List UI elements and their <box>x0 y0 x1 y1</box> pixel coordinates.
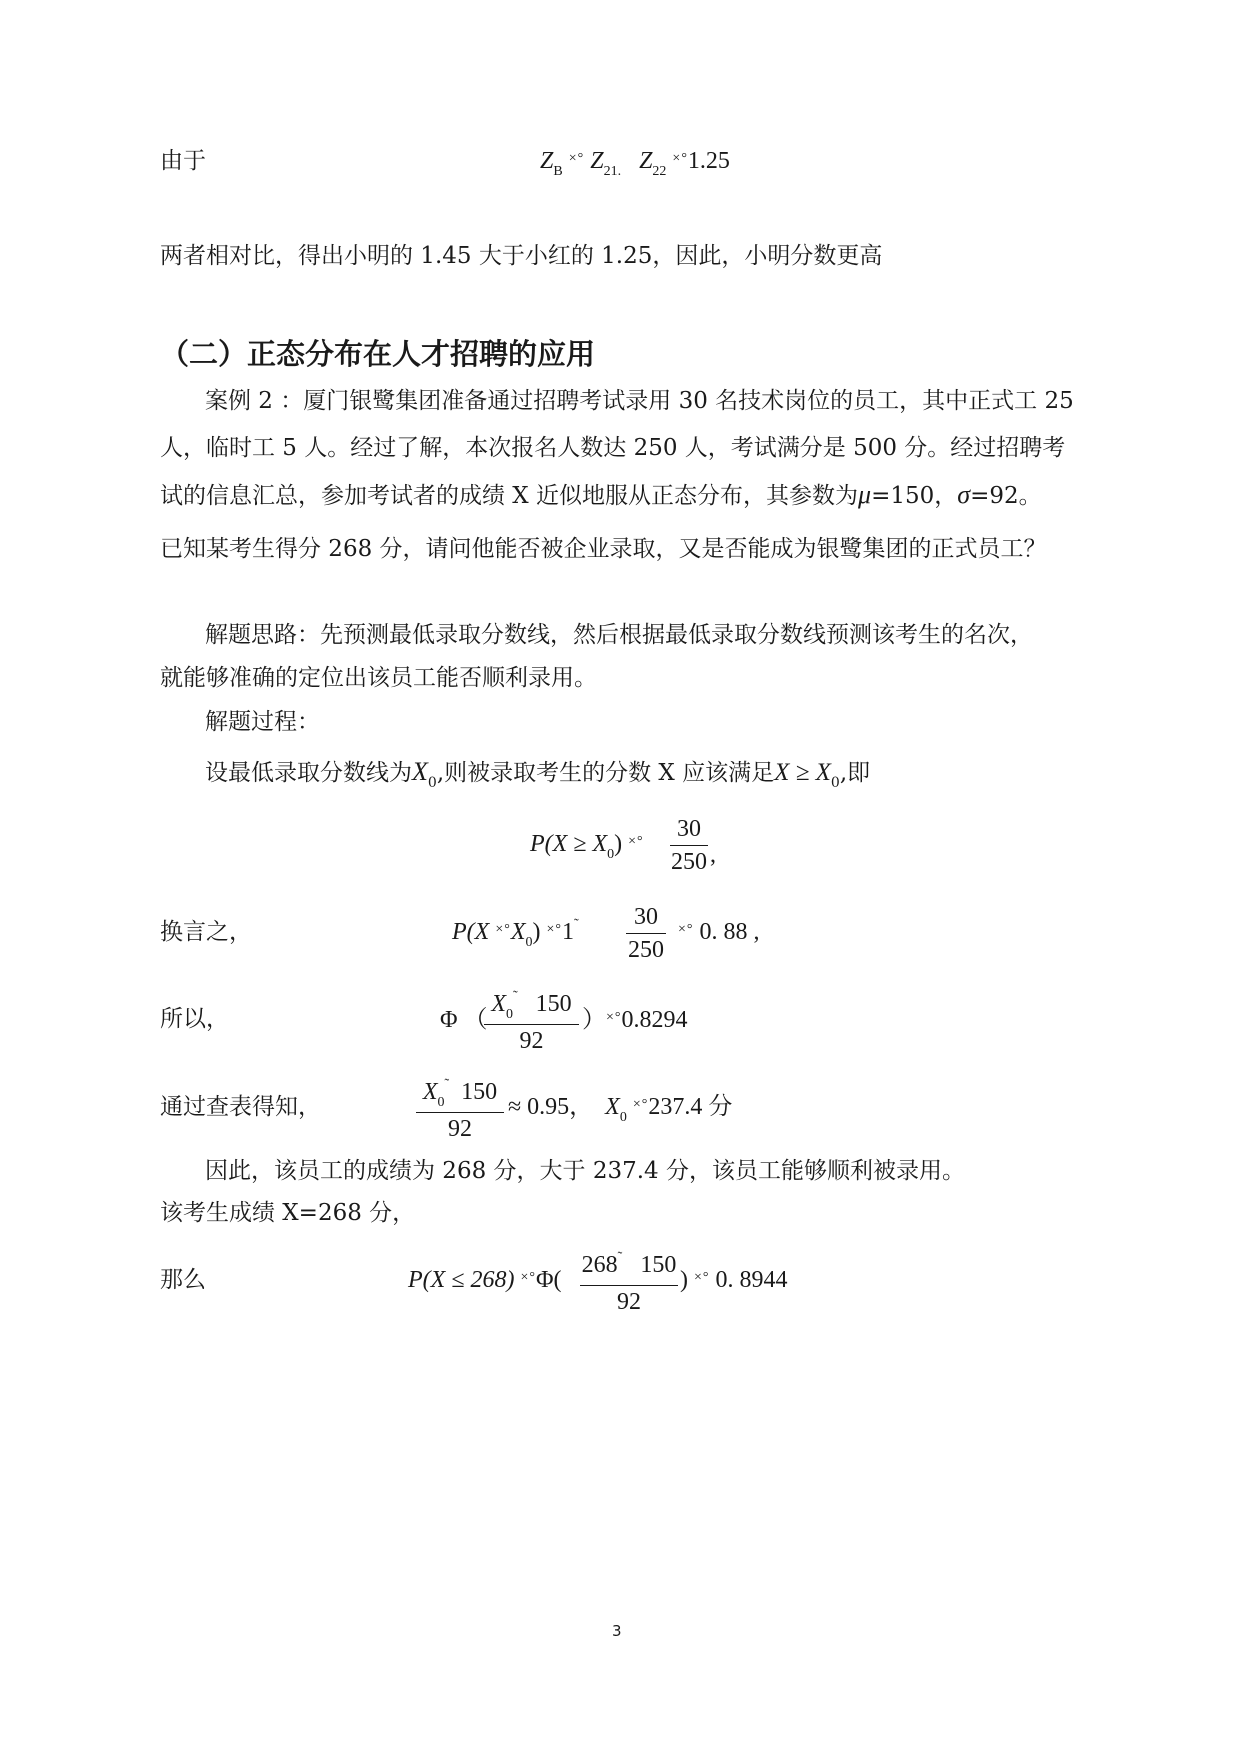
eq5-fraction: 268˜ 150 92 <box>581 1250 677 1315</box>
garbled-symbol: ×° <box>628 834 644 849</box>
eq5-label: 那么 <box>160 1267 206 1293</box>
eq3-result: ）×°0.8294 <box>582 1007 688 1033</box>
page-number: 3 <box>612 1622 622 1640</box>
case-line-1: 案例 2 ：厦门银鹭集团准备通过招聘考试录用 30 名技术岗位的员工，其中正式工 25 <box>205 388 1074 414</box>
tilde-symbol: ˜ <box>617 1250 623 1265</box>
eq1-fraction: 30 250 <box>671 816 707 875</box>
garbled-symbol: ×° <box>678 922 694 937</box>
conclusion: 因此，该员工的成绩为 268 分，大于 237.4 分，该员工能够顺利被录用。 <box>205 1158 965 1184</box>
line1-equation: $Z_B$ ×° $Z_{21.}$ $Z_{22}$ ×°1.25 <box>540 148 730 179</box>
section-title: （二）正态分布在人才招聘的应用 <box>160 337 596 371</box>
eq5-lhs: P(X ≤ 268) ×°Φ( <box>408 1267 562 1293</box>
eq3-label: 所以， <box>160 1006 229 1032</box>
case-line-3: 试的信息汇总，参加考试者的成绩 X 近似地服从正态分布，其参数为μ=150，σ=92。 <box>160 480 1042 509</box>
thinking-line-1: 解题思路：先预测最低录取分数线，然后根据最低录取分数线预测该考生的名次， <box>205 622 1033 648</box>
garbled-symbol: ×° <box>694 1270 710 1285</box>
garbled-symbol: ×° <box>568 151 585 166</box>
tilde-symbol: ˜ <box>573 917 579 932</box>
tilde-symbol: ˜ <box>444 1077 450 1092</box>
eq4-label: 通过查表得知， <box>160 1094 321 1120</box>
eq1-lhs: $P(X \ge X_0)$ ×° <box>530 831 644 862</box>
garbled-symbol: ×° <box>606 1010 622 1025</box>
eq1-tail: , <box>710 842 716 868</box>
eq4-fraction: $X_0^˜$ 150 92 <box>416 1078 504 1143</box>
setup-line: 设最低录取分数线为$X_0$,则被录取考生的分数 X 应该满足$X \ge X_0$,即 <box>205 757 871 791</box>
eq5-result: ) ×° 0. 8944 <box>680 1267 788 1293</box>
garbled-symbol: ×° <box>546 922 562 937</box>
case-line-2: 人，临时工 5 人。经过了解，本次报名人数达 250 人，考试满分是 500 分。经过招聘考 <box>160 435 1066 461</box>
line1-label: 由于 <box>160 148 206 174</box>
tilde-symbol: ˜ <box>513 989 518 1004</box>
score-line: 该考生成绩 X=268 分， <box>160 1200 416 1226</box>
garbled-symbol: ×° <box>632 1097 649 1112</box>
eq3-fraction: $X_0^˜$ 150 92 <box>484 990 579 1055</box>
thinking-line-2: 就能够准确的定位出该员工能否顺利录用。 <box>160 665 597 691</box>
process-label: 解题过程： <box>205 709 320 735</box>
compare-text: 两者相对比，得出小明的 1.45 大于小红的 1.25，因此，小明分数更高 <box>160 243 883 269</box>
eq2-label: 换言之， <box>160 919 252 945</box>
garbled-symbol: ×° <box>495 922 511 937</box>
eq4-result: ≈ 0.95， $X_0$ ×°237.4 分 <box>508 1094 733 1125</box>
garbled-symbol: ×° <box>520 1270 536 1285</box>
eq2-lhs: P(X $^{\times^\circ}X_0$) ×°1˜ <box>452 917 579 950</box>
eq2-result: ×° 0. 88 , <box>678 919 760 945</box>
garbled-symbol: ×° <box>672 151 688 166</box>
eq2-fraction: 30 250 <box>628 904 664 963</box>
eq3-phi: Φ （ <box>440 1007 488 1033</box>
case-line-4: 已知某考生得分 268 分，请问他能否被企业录取，又是否能成为银鹭集团的正式员工？ <box>160 536 1047 562</box>
